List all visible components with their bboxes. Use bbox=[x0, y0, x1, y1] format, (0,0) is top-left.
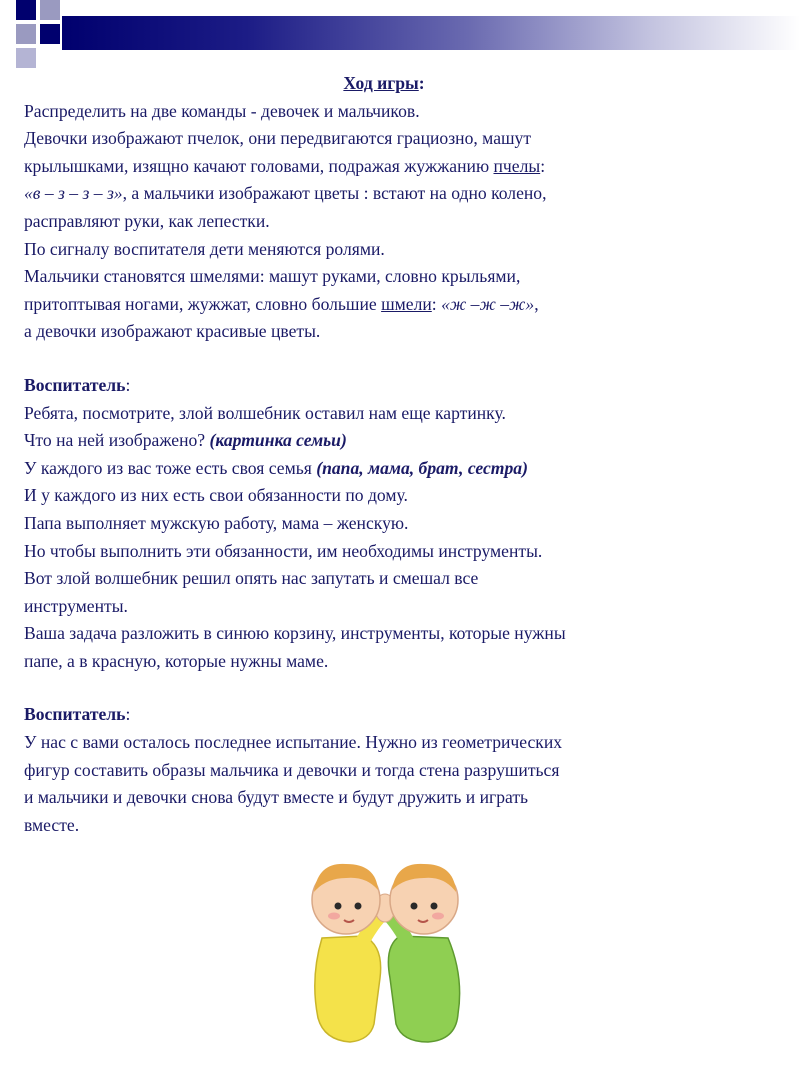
text-line: Ваша задача разложить в синюю корзину, инструменты, которые нужны bbox=[24, 623, 566, 644]
text-line: притоптывая ногами, жужжат, словно большие шмели: «ж –ж –ж», bbox=[24, 293, 539, 314]
text-line: Девочки изображают пчелок, они передвигаются грациозно, машут bbox=[24, 128, 532, 149]
text-line: У нас с вами осталось последнее испытание. Нужно из геометрических bbox=[24, 732, 563, 753]
text-line: И у каждого из них есть свои обязанности по дому. bbox=[24, 485, 408, 506]
text-line: «в – з – з – з», а мальчики изображают цветы : встают на одно колено, bbox=[24, 183, 547, 204]
text-line: расправляют руки, как лепестки. bbox=[24, 210, 270, 231]
text-line: Ребята, посмотрите, злой волшебник оставил нам еще картинку. bbox=[24, 402, 506, 423]
text-line: вместе. bbox=[24, 814, 80, 835]
text-line: Мальчики становятся шмелями: машут руками, словно крыльями, bbox=[24, 266, 521, 287]
text-line: Распределить на две команды - девочек и мальчиков. bbox=[24, 100, 420, 121]
text-line: а девочки изображают красивые цветы. bbox=[24, 321, 321, 342]
corner-square-navy bbox=[16, 0, 36, 20]
speaker-label: Воспитатель: bbox=[24, 704, 131, 725]
text-line: и мальчики и девочки снова будут вместе и будут дружить и играть bbox=[24, 787, 529, 808]
slide-body bbox=[24, 70, 784, 839]
babies-illustration bbox=[300, 828, 470, 1048]
text-line: крылышками, изящно качают головами, подражая жужжанию пчелы: bbox=[24, 155, 546, 176]
text-line: По сигналу воспитателя дети меняются ролями. bbox=[24, 238, 385, 259]
text-line: Папа выполняет мужскую работу, мама – женскую. bbox=[24, 512, 409, 533]
bees-link[interactable]: пчелы bbox=[493, 155, 541, 176]
corner-square-navy bbox=[40, 24, 60, 44]
text-line: инструменты. bbox=[24, 595, 128, 616]
corner-square-gray bbox=[16, 48, 36, 68]
corner-square-gray bbox=[16, 24, 36, 44]
text-line: Вот злой волшебник решил опять нас запутать и смешал все bbox=[24, 568, 479, 589]
text-line: Что на ней изображено? (картинка семьи) bbox=[24, 430, 347, 451]
text-line: У каждого из вас тоже есть своя семья (папа, мама, брат, сестра) bbox=[24, 457, 528, 478]
header-gradient-bar bbox=[62, 16, 800, 50]
bumblebees-link[interactable]: шмели bbox=[381, 293, 432, 314]
corner-square-gray bbox=[40, 0, 60, 20]
text-line: Но чтобы выполнить эти обязанности, им необходимы инструменты. bbox=[24, 540, 543, 561]
speaker-label: Воспитатель: bbox=[24, 374, 131, 395]
slide-title: Ход игры: bbox=[343, 73, 425, 93]
text-line: фигур составить образы мальчика и девочки и тогда стена разрушиться bbox=[24, 759, 560, 780]
text-line: папе, а в красную, которые нужны маме. bbox=[24, 650, 329, 671]
